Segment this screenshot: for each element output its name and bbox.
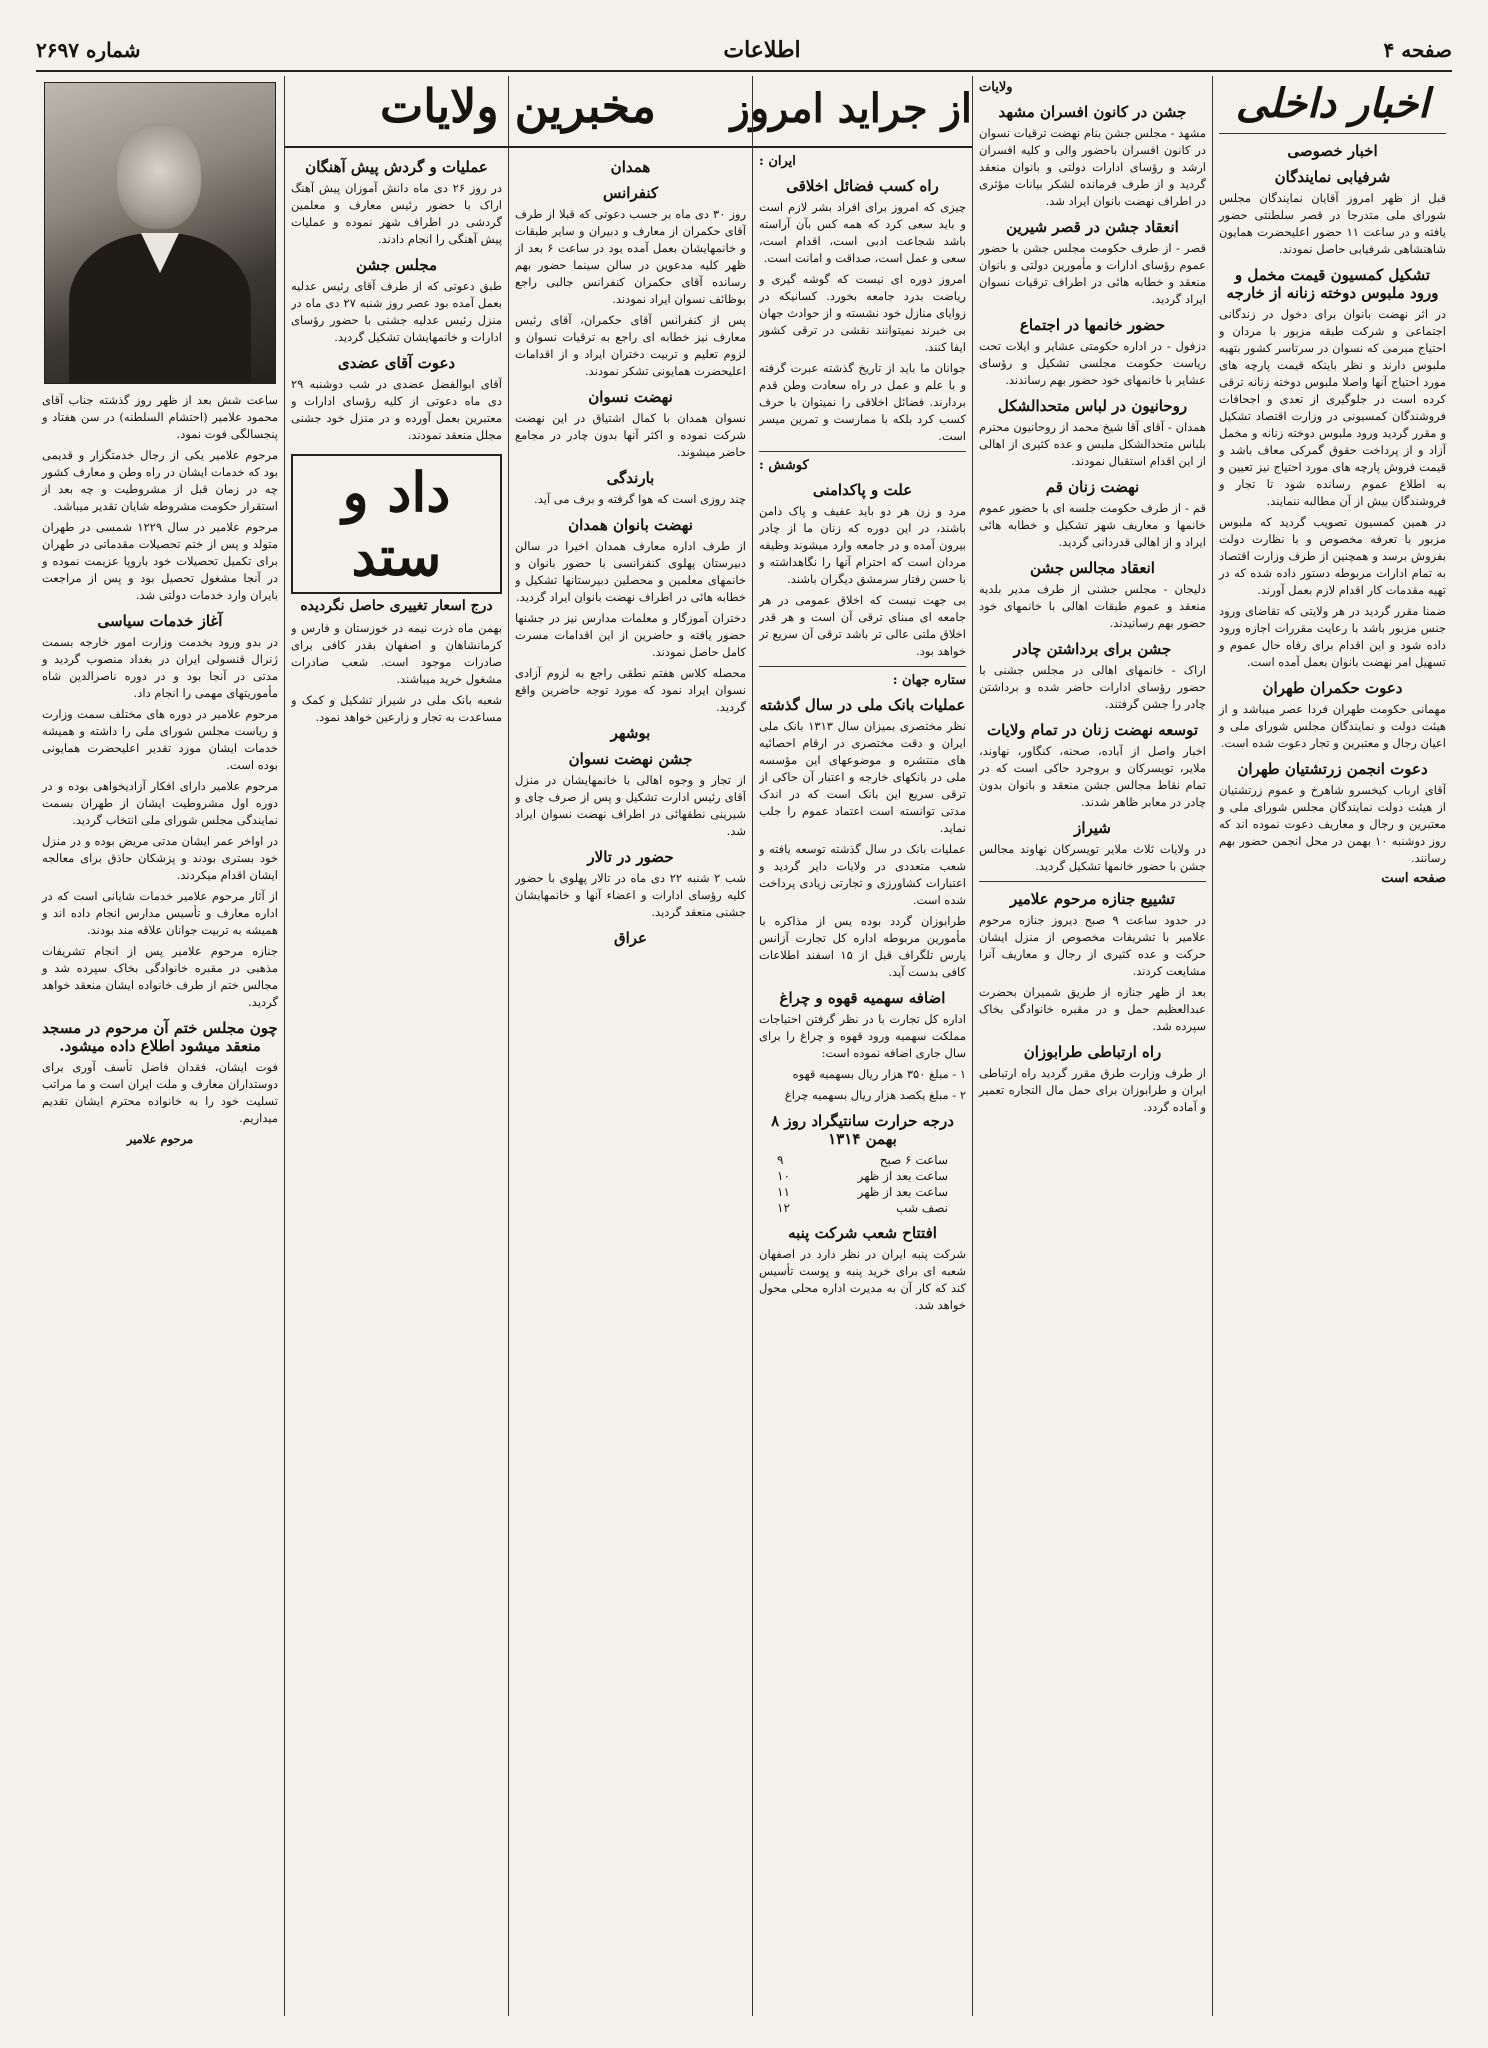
headline: شیراز xyxy=(1074,819,1111,837)
headline: عملیات بانک ملی در سال گذشته xyxy=(759,696,966,714)
list-item: ۲ - مبلغ یکصد هزار ریال بسهمیه چراغ xyxy=(784,1088,966,1102)
article-text: فوت ایشان، فقدان فاضل تأسف آوری برای دوستداران معارف و ملت ایران است و ما مراتب تسلیت خود را به خانواده محترم ایشان تقدیم میداریم. xyxy=(42,1060,278,1125)
article-text: در اثر نهضت بانوان برای دخول در زندگانی اجتماعی و شرکت طبقه مزبور با مردان و احتیاج مبرمی که نسوان در سرتاسر کشور بتهیه ملبوس دارند و نظر باینکه قیمت پارچه های مورد احتیاج آنها واصلا ملبوس دوخته زنانه ترقی کرده است در جلوگیری از تعدی و اجحافات فروشندگان کمسیونی در وزارت اقتصاد تشکیل و مقرر گردید ورود ملبوس دوخته زنانه و مخمل آزاد و از پرداخت حقوق گمرکی معاف باشد و قیمت فروش پارچه های مورد احتیاج نیز تعیین و به اطلاع عموم رسانده شود تا تجار و فروشندگان بیش از آن مطالبه ننمایند. xyxy=(1219,307,1446,508)
article-text: مرحوم علامیر یکی از رجال خدمتگزار و قدیمی بود که خدمات ایشان در راه وطن و معارف کشور چه در زمان قبل از مشروطیت و چه بعد از استقرار حکومت مشروطه شایان تقدیر میباشد. xyxy=(42,448,278,513)
headline: توسعه نهضت زنان در تمام ولایات xyxy=(986,721,1198,739)
article-text: آقای ابوالفضل عضدی در شب دوشنبه ۲۹ دی ماه دعوتی از کلیه رؤسای ادارات و معتبرین بعمل آورده و در منزل خود جشنی مجلل منعقد نمودند. xyxy=(291,377,502,442)
headline: راه ارتباطی طرابوزان xyxy=(1023,1043,1162,1061)
list-item: ۱ - مبلغ ۳۵۰ هزار ریال بسهمیه قهوه xyxy=(792,1067,966,1081)
headline: جشن در کانون افسران مشهد xyxy=(998,103,1187,121)
headline: افتتاح شعب شرکت پنبه xyxy=(788,1224,937,1242)
article-text: محصله کلاس هفتم نطقی راجع به لزوم آزادی نسوان ایراد نمود که مورد توجه حاضرین واقع گردید. xyxy=(515,666,746,714)
headline: کنفرانس xyxy=(603,184,658,202)
article-text: ساعت شش بعد از ظهر روز گذشته جناب آقای محمود علامیر (احتشام السلطنه) در سن هفتاد و پنجسالگی فوت نمود. xyxy=(42,393,278,441)
article-text: روز ۳۰ دی ماه بر حسب دعوتی که قبلا از طرف آقای حکمران از معارف و دبیران و سایر طبقات و خانمهایشان بعمل آمده بود در ساعت ۶ بعد از ظهر کلیه مدعوین در سالن سینما حضور بهم رسانده آقای حکمران کنفرانس جالبی راجع بوظائف نسوان ایراد نمودند. xyxy=(515,207,746,306)
article-text: قبل از ظهر امروز آقایان نمایندگان مجلس شورای ملی متدرجا در قصر سلطنتی حضور یافته و در ساعت ۱۱ حضور اعلیحضرت همایون شاهنشاهی شرفیابی حاصل نمودند. xyxy=(1219,191,1447,256)
city-heading: عراق xyxy=(613,929,648,947)
article-text: نسوان همدان با کمال اشتیاق در این نهضت شرکت نموده و اکثر آنها بدون چادر در مجامع حاضر میشوند. xyxy=(515,411,746,459)
article-text: مرحوم علامیر دارای افکار آزادیخواهی بوده و در دوره اول مشروطیت ایشان از طهران بسمت نمایندگی مجلس شورای ملی انتخاب گردید. xyxy=(42,779,278,827)
column-domestic-news xyxy=(1212,76,1452,2016)
article-text: از طرف وزارت طرق مقرر گردید راه ارتباطی ایران و طرابوزان برای حمل مال التجاره تعمیر و آماده گردد. xyxy=(979,1066,1206,1114)
article-text: چیزی که امروز برای افراد بشر لازم است و باید سعی کرد که همه کس بآن آراسته باشد شجاعت ادبی است، اقدام است، سعی و عمل است، صداقت و امانت است. xyxy=(759,200,966,265)
article-text: قم - از طرف حکومت جلسه ای با حضور عموم خانمها و معاریف شهر تشکیل و خطابه هائی ایراد و از اهالی قدردانی گردید. xyxy=(979,501,1206,549)
column-press-review xyxy=(752,76,972,2016)
article-text: جوانان ما باید از تاریخ گذشته عبرت گرفته و با علم و عمل در راه سعادت وطن قدم بردارند. فضائل اخلاقی را نمیتوان با حرف کسب کرد بلکه با ممارست و تمرین میسر است. xyxy=(759,361,966,443)
headline: دعوت آقای عضدی xyxy=(337,354,456,372)
article-text: دزفول - در اداره حکومتی عشایر و ایلات تحت ریاست حکومت مجلسی تشکیل و رؤسای عشایر با خانمهای خود حضور بهم رساندند. xyxy=(979,339,1206,387)
column-correspondents-1 xyxy=(508,76,752,2016)
headline: راه کسب فضائل اخلاقی xyxy=(786,177,939,195)
article-text: اراک - خانمهای اهالی در مجلس جشنی با حضور رؤسای ادارات حاضر شده و برداشتن چادر را جشن گرفتند. xyxy=(979,663,1206,711)
column-correspondents-2 xyxy=(284,76,508,2016)
headline: حضور در تالار xyxy=(587,848,674,866)
article-text: دختران آموزگار و معلمات مدارس نیز در جشنها حضور یافته و حاضرین از این اقدامات مسرت کامل حاصل نمودند. xyxy=(515,611,746,659)
headline: حضور خانمها در اجتماع xyxy=(1019,316,1166,334)
newspaper-page xyxy=(36,30,1452,2020)
article-text: قصر - از طرف حکومت مجلس جشن با حضور عموم رؤسای ادارات و مأمورین دولتی و بانوان منعقد و خطابه هائی در اطراف ترقیات نسوان ایراد گردید. xyxy=(979,241,1206,306)
article-text: در بدو ورود بخدمت وزارت امور خارجه بسمت ژنرال قنسولی ایران در بغداد منصوب گردید و مدتی در آنجا بود و در دوره ناصرالدین شاه مأموریتهای مهمی را انجام داد. xyxy=(42,635,278,700)
headline: انعقاد مجالس جشن xyxy=(1030,559,1155,577)
headline: نهضت زنان قم xyxy=(1045,478,1140,496)
headline: جشن نهضت نسوان xyxy=(568,750,693,768)
headline: عملیات و گردش پیش آهنگان xyxy=(305,158,488,176)
temperature-heading: درجه حرارت سانتیگراد روز ۸ بهمن ۱۳۱۴ xyxy=(771,1112,954,1148)
notice-bold: چون مجلس ختم آن مرحوم در مسجد منعقد میشود اطلاع داده میشود. xyxy=(42,1019,278,1055)
correspondents-body-2 xyxy=(291,150,502,2016)
temperature-row: ساعت بعد از ظهر ۱۱ xyxy=(777,1185,948,1199)
article-text: در ولایات ثلاث ملایر تویسرکان نهاوند مجالس جشن با حضور خانمها تشکیل گردید. xyxy=(979,842,1206,873)
column-provinces xyxy=(972,76,1212,2016)
article-text: بی جهت نیست که اخلاق عمومی در هر جامعه ای مبنای ترقی آن است و هر قدر اخلاق ملتی عالی تر باشد ترقی آن سریع تر خواهد بود. xyxy=(759,593,966,658)
headline: تشکیل کمسیون قیمت مخمل و ورود ملبوس دوخته زنانه از خارجه xyxy=(1226,266,1439,302)
headline: بارندگی xyxy=(606,469,655,487)
headline: دعوت انجمن زرتشتیان طهران xyxy=(1237,760,1428,778)
portrait-photo xyxy=(44,82,276,384)
headline: تشییع جنازه مرحوم علامیر xyxy=(1009,890,1176,908)
article-text: در حدود ساعت ۹ صبح دیروز جنازه مرحوم علامیر با تشریفات مخصوص از منزل ایشان حرکت و عده کثیری از رجال و معاریف آنرا مشایعت کردند. xyxy=(979,913,1206,978)
trade-banner: داد و ستد xyxy=(291,454,502,594)
column-obituary xyxy=(36,76,284,2016)
headline: نهضت بانوان همدان xyxy=(568,516,693,534)
headline: نهضت نسوان xyxy=(588,388,673,406)
headline: اضافه سهمیه قهوه و چراغ xyxy=(779,989,946,1007)
article-text: پس از کنفرانس آقای حکمران، آقای رئیس معارف نیز خطابه ای راجع به ترقیات نسوان و لزوم تعلیم و تربیت دختران ایراد و از اقدامات اعلیحضرت همایونی تشکر نمودند. xyxy=(515,313,746,378)
article-text: مشهد - مجلس جشن بنام نهضت ترقیات نسوان در کانون افسران باحضور والی و کلیه افسران ارشد و رؤسای ادارات دولتی و بانوان منعقد گردید و از طرف فرمانده لشکر بیانات مؤثری در اطراف نهضت بانوان ایراد شد. xyxy=(979,126,1206,208)
article-text: ضمنا مقرر گردید در هر ولایتی که تقاضای ورود جنس مزبور باشد با رعایت مقررات اجازه ورود داده شود و این اقدام برای رفاه حال عموم و تسهیل امر نهضت بانوان بعمل آمده است. xyxy=(1219,604,1446,669)
headline: انعقاد جشن در قصر شیرین xyxy=(1006,218,1179,236)
article-text: چند روزی است که هوا گرفته و برف می آید. xyxy=(534,492,746,506)
article-text: شب ۲ شنبه ۲۲ دی ماه در تالار پهلوی با حضور کلیه رؤسای ادارات و اعضاء آنها و خانمهایشان جشنی منعقد گردید. xyxy=(515,871,746,919)
page-number: صفحه ۴ xyxy=(1383,38,1452,62)
article-text: از تجار و وجوه اهالی با خانمهایشان در منزل آقای رئیس ادارت تشکیل و پس از صرف چای و شیرینی نطقهائی در اطراف نهضت نسوان ایراد شد. xyxy=(515,773,746,838)
article-text: طرابوزان گردد بوده یس از مذاکره با مأمورین مربوطه اداره کل تجارت آزانس یارس تلگراف قبل از ۱۵ اسفند اطلاعات کافی بدست آید. xyxy=(759,914,966,979)
article-text: امروز دوره ای نیست که گوشه گیری و ریاضت بدرد جامعه بخورد. کسانیکه در زوایای منازل خود نشسته و از حوادث جهان بی خبرند نمیتوانند نقشی در ترقی کشور ایفا کنند. xyxy=(759,272,966,354)
section-label: ولایات xyxy=(979,80,1013,95)
article-text: در روز ۲۶ دی ماه دانش آموزان پیش آهنگ اراک با حضور رئیس معارف و معلمین گردشی در اطراف شهر نموده و عملیات پیش آهنگی را انجام دادند. xyxy=(291,181,502,246)
headline: جشن برای برداشتن چادر xyxy=(1013,640,1172,658)
article-text: عملیات بانک در سال گذشته توسعه یافته و شعب متعددی در ولایات دایر گردید و اعتبارات کشاورزی و تجارتی زیادی پرداخت شده است. xyxy=(759,842,966,907)
source-label: ستاره جهان : xyxy=(892,673,966,688)
article-text: بهمن ماه ذرت نیمه در خوزستان و فارس و کرمانشاهان و اصفهان بقدر کافی برای صادرات موجود است. شعب صادرات مشغول خرید میباشند. xyxy=(291,621,502,686)
temperature-row: ساعت ۶ صبح ۹ xyxy=(777,1153,948,1167)
headline: علت و پاکدامنی xyxy=(812,481,913,499)
footer-note: صفحه است xyxy=(1381,871,1446,886)
article-text: جنازه مرحوم علامیر پس از انجام تشریفات مذهبی در مقبره خانوادگی بخاک سپرده شد و مجالس ختم از طرف خانواده ایشان منعقد خواهد گردید. xyxy=(42,944,278,1009)
article-text: مرحوم علامیر در دوره های مختلف سمت وزارت و ریاست مجلس شورای ملی را داشته و همیشه خدمات ایشان مورد تقدیر اعلیحضرت همایونی بوده است. xyxy=(42,707,278,772)
city-heading: بوشهر xyxy=(610,724,651,742)
press-review-body xyxy=(759,150,966,2016)
headline: مجلس جشن xyxy=(355,256,438,274)
temperature-row: نصف شب ۱۲ xyxy=(777,1201,948,1215)
article-text: در اواخر عمر ایشان مدتی مریض بوده و در منزل خود بستری بودند و پزشکان حاذق برای معالجه ایشان اقدام میکردند. xyxy=(42,834,278,882)
issue-number: شماره ۲۶۹۷ xyxy=(36,38,141,62)
columns xyxy=(36,76,1452,2016)
article-text: اداره کل تجارت با در نظر گرفتن احتیاجات مملکت سهمیه ورود قهوه و چراغ را برای سال جاری اضافه نموده است: xyxy=(759,1012,966,1060)
article-text: در همین کمسیون تصویب گردید که ملبوس مزبور با تعرفه مخصوص و با نظارت دولت بفروش برسد و همچنین از طرف وزارت اقتصاد به تمام ادارات مربوطه دستور داده شده که در تهیه مقدمات کار اقدام لازم بعمل آورند. xyxy=(1219,515,1446,597)
correspondents-banner: مخبرین ولایات xyxy=(284,76,752,148)
article-text: نظر مختصری بمیزان سال ۱۳۱۳ بانک ملی ایران و دقت مختصری در ارقام احصائیه های منتشره و موضوعهای این مؤسسه ملی در بانکهای خارجه و اعتبار آن حاکی از ترقی سریع این بانک است که در اندک مدتی توانسته است اعتماد عموم را جلب نماید. xyxy=(759,719,966,835)
article-text: مهمانی حکومت طهران فردا عصر میباشد و از هیئت دولت و نمایندگان مجلس شورای ملی و اعیان رجال و معتبرین و تجار دعوت شده است. xyxy=(1219,702,1446,750)
domestic-news-logo: اخبار داخلی xyxy=(1235,80,1430,127)
headline: دعوت حکمران طهران xyxy=(1262,679,1403,697)
city-heading: همدان xyxy=(610,158,651,176)
article-text: آقای ارباب کیخسرو شاهرخ و عموم زرتشتیان از هیئت دولت نمایندگان مجلس شورای ملی و معتبرین و رجال و معاریف دعوت نموده اند که روز دوشنبه ۱۰ بهمن در محل انجمن حضور بهم رسانند. xyxy=(1219,783,1446,865)
page-header xyxy=(36,30,1452,72)
press-banner: از جراید امروز xyxy=(752,76,972,148)
article-text: مرد و زن هر دو باید عفیف و پاک دامن باشند، در این دوره که زنان ما از چادر بیرون آمده و در جامعه وارد میشوند وظیفه مردان است که احترام آنها را نگاهداشته و با حسن رفتار سرمشق دیگران باشند. xyxy=(759,504,966,586)
photo-caption: مرحوم علامیر xyxy=(126,1132,194,1146)
article-text: طبق دعوتی که از طرف آقای رئیس عدلیه بعمل آمده بود عصر روز شنبه ۲۷ دی ماه در منزل رئیس عدلیه جشنی با حضور رؤسای ادارات و خانمهایشان تشکیل گردید. xyxy=(291,279,502,344)
headline: شرفیابی نمایندگان xyxy=(1274,168,1391,186)
article-text: از آثار مرحوم علامیر خدمات شایانی است که در اداره معارف و تأسیس مدارس انجام داده اند و همیشه به تربیت جوانان علاقه مند بودند. xyxy=(42,889,278,937)
source-label: ایران : xyxy=(759,154,796,169)
article-text: شرکت پنبه ایران در نظر دارد در اصفهان شعبه ای برای خرید پنبه و پوست تأسیس کند که کار آن به مدیرت اداره محلی محول خواهد شد. xyxy=(759,1247,966,1312)
trade-subtitle: درج اسعار تغییری حاصل نگردیده xyxy=(300,598,493,614)
correspondents-body-1 xyxy=(515,150,746,2016)
article-text: بعد از ظهر جنازه از طریق شمیران بحضرت عبدالعظیم حمل و در مقبره خانوادگی بخاک سپرده شد. xyxy=(979,985,1206,1033)
headline: آغاز خدمات سیاسی xyxy=(97,612,223,630)
source-label: کوشش : xyxy=(759,458,809,473)
temperature-row: ساعت بعد از ظهر ۱۰ xyxy=(777,1169,948,1183)
article-text: مرحوم علامیر در سال ۱۲۲۹ شمسی در طهران متولد و پس از ختم تحصیلات مقدماتی در طهران برای تکمیل تحصیلات خود باروپا عزیمت نموده و در آنجا مشغول تحصیل بود و پس از مراجعت بایران وارد خدمات دولتی شد. xyxy=(42,520,278,602)
article-text: اخبار واصل از آباده، صحنه، کنگاور، نهاوند، ملایر، تویسرکان و بروجرد حاکی است که در تمام نقاط مجالس جشن منعقد و بانوان بدون چادر در معابر ظاهر شدند. xyxy=(979,744,1206,809)
article-text: از طرف اداره معارف همدان اخیرا در سالن دبیرستان پهلوی کنفرانسی با حضور بانوان و خانمهای معلمین و محصلین دبیرستانها تشکیل و خطابه هائی در اطراف نهضت بانوان ایراد گردید. xyxy=(515,539,746,604)
paper-name: اطلاعات xyxy=(723,37,801,63)
special-news-heading: اخبار خصوصی xyxy=(1287,142,1378,160)
headline: روحانیون در لباس متحدالشکل xyxy=(997,397,1188,415)
article-text: شعبه بانک ملی در شیراز تشکیل و کمک و مساعدت به تجار و زارعین خواهد نمود. xyxy=(291,693,502,724)
article-text: همدان - آقای آقا شیخ محمد از روحانیون محترم بلباس متحدالشکل ملبس و عده کثیری از اهالی از این اقدام استقبال نمودند. xyxy=(979,420,1206,468)
article-text: دلیجان - مجلس جشنی از طرف مدیر بلدیه منعقد و عموم طبقات اهالی با خانمهای خود حضور بهم رسانیدند. xyxy=(979,582,1206,630)
